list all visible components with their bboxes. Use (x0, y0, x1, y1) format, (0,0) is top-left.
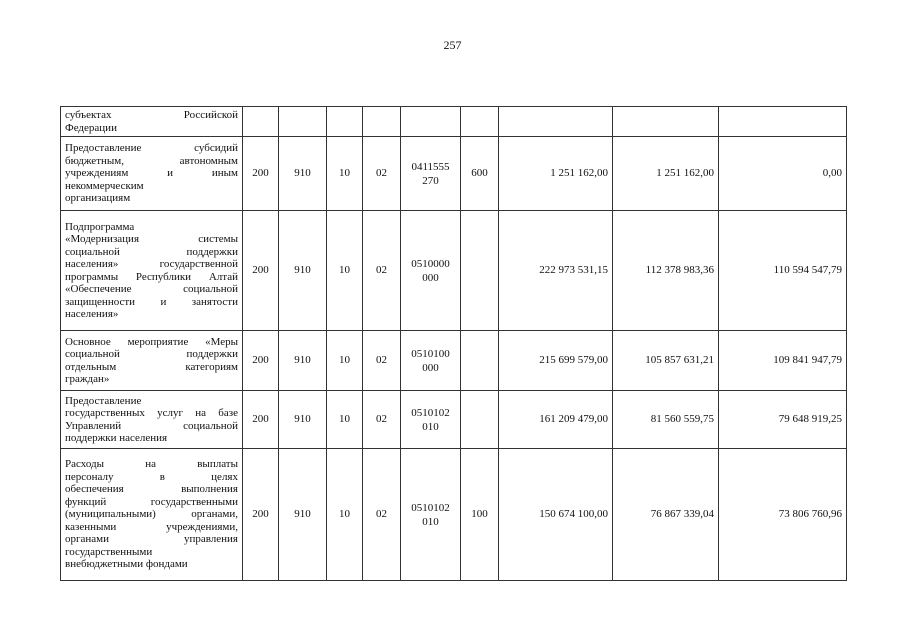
vr-cell: 600 (461, 137, 499, 211)
vr-cell (461, 211, 499, 331)
table-row (61, 107, 847, 137)
budget-table (60, 106, 847, 581)
sum2-cell: 1 251 162,00 (613, 137, 719, 211)
name-line: Управлений социальной (65, 419, 238, 432)
name-line: Основное мероприятие «Меры (65, 335, 238, 348)
name-line: персоналу в целях (65, 470, 238, 483)
sum2-cell: 112 378 983,36 (613, 211, 719, 331)
name-line: «Модернизация системы (65, 233, 238, 245)
rz-cell: 10 (327, 137, 363, 211)
vr-cell: 100 (461, 449, 499, 581)
kbk-cell: 200 (243, 331, 279, 391)
row-name (61, 211, 243, 331)
name-line: внебюджетными фондами (65, 558, 188, 571)
sum2-cell: 105 857 631,21 (613, 331, 719, 391)
name-line: учреждениям и иным (65, 167, 238, 180)
name-line: поддержки населения (65, 432, 168, 444)
row-name (61, 391, 243, 449)
name-line: программы Республики Алтай (65, 270, 238, 283)
name-line: организациям (65, 192, 131, 205)
kbk-cell (243, 107, 279, 137)
name-line: населения» государственной (65, 258, 238, 270)
rz-cell (327, 107, 363, 137)
name-line: населения» (65, 308, 119, 320)
sum1-cell: 222 973 531,15 (499, 211, 613, 331)
name-line: «Обеспечение социальной (65, 283, 238, 295)
sum2-cell: 76 867 339,04 (613, 449, 719, 581)
sum1-cell: 1 251 162,00 (499, 137, 613, 211)
rz-cell: 10 (327, 331, 363, 391)
name-line: социальной поддержки (65, 245, 238, 258)
name-line: функций государственными (65, 495, 238, 508)
ved-cell: 910 (279, 211, 327, 331)
name-line: некоммерческим (65, 179, 144, 192)
ved-cell: 910 (279, 391, 327, 449)
ved-cell: 910 (279, 449, 327, 581)
csr-cell: 0510102 010 (401, 449, 461, 581)
pr-cell: 02 (363, 137, 401, 211)
name-line: защищенности и занятости (65, 295, 238, 308)
sum1-cell: 150 674 100,00 (499, 449, 613, 581)
name-line: (муниципальными) органами, (65, 508, 238, 521)
pr-cell (363, 107, 401, 137)
pr-cell: 02 (363, 449, 401, 581)
name-line: органами управления (65, 533, 238, 546)
sum2-cell: 81 560 559,75 (613, 391, 719, 449)
vr-cell (461, 331, 499, 391)
pr-cell: 02 (363, 211, 401, 331)
ved-cell: 910 (279, 331, 327, 391)
csr-cell: 0411555 270 (401, 137, 461, 211)
csr-cell: 0510000 000 (401, 211, 461, 331)
row-name (61, 449, 243, 581)
name-line: Предоставление (65, 394, 142, 407)
name-line: бюджетным, автономным (65, 154, 238, 167)
pr-cell: 02 (363, 391, 401, 449)
kbk-cell: 200 (243, 211, 279, 331)
row-name (61, 331, 243, 391)
kbk-cell: 200 (243, 449, 279, 581)
vr-cell (461, 391, 499, 449)
sum3-cell (719, 107, 847, 137)
name-line: обеспечения выполнения (65, 483, 238, 496)
name-line: социальной поддержки (65, 348, 238, 360)
rz-cell: 10 (327, 211, 363, 331)
vr-cell (461, 107, 499, 137)
name-line: Предоставление субсидий (65, 142, 238, 155)
sum3-cell: 109 841 947,79 (719, 331, 847, 391)
name-line: казенными учреждениями, (65, 520, 238, 533)
table-row (61, 137, 847, 211)
name-line: Расходы на выплаты (65, 458, 238, 471)
table-row (61, 391, 847, 449)
name-line: государственными (65, 545, 153, 558)
pr-cell: 02 (363, 331, 401, 391)
ved-cell (279, 107, 327, 137)
sum3-cell: 110 594 547,79 (719, 211, 847, 331)
ved-cell: 910 (279, 137, 327, 211)
csr-cell: 0510102 010 (401, 391, 461, 449)
name-line: субъектах Российской (65, 109, 238, 121)
sum2-cell (613, 107, 719, 137)
name-line: отдельным категориям (65, 360, 238, 373)
page-number: 257 (443, 38, 462, 52)
sum3-cell: 73 806 760,96 (719, 449, 847, 581)
kbk-cell: 200 (243, 137, 279, 211)
sum3-cell: 79 648 919,25 (719, 391, 847, 449)
sum1-cell: 215 699 579,00 (499, 331, 613, 391)
name-line: Подпрограмма (65, 220, 135, 233)
kbk-cell: 200 (243, 391, 279, 449)
name-line: граждан» (65, 373, 110, 385)
rz-cell: 10 (327, 449, 363, 581)
row-name (61, 137, 243, 211)
sum3-cell: 0,00 (719, 137, 847, 211)
rz-cell: 10 (327, 391, 363, 449)
csr-cell: 0510100 000 (401, 331, 461, 391)
name-line: Федерации (65, 121, 117, 134)
row-name (61, 107, 243, 137)
table-row (61, 449, 847, 581)
name-line: государственных услуг на базе (65, 407, 238, 419)
csr-cell (401, 107, 461, 137)
sum1-cell: 161 209 479,00 (499, 391, 613, 449)
sum1-cell (499, 107, 613, 137)
table-row (61, 331, 847, 391)
table-row (61, 211, 847, 331)
